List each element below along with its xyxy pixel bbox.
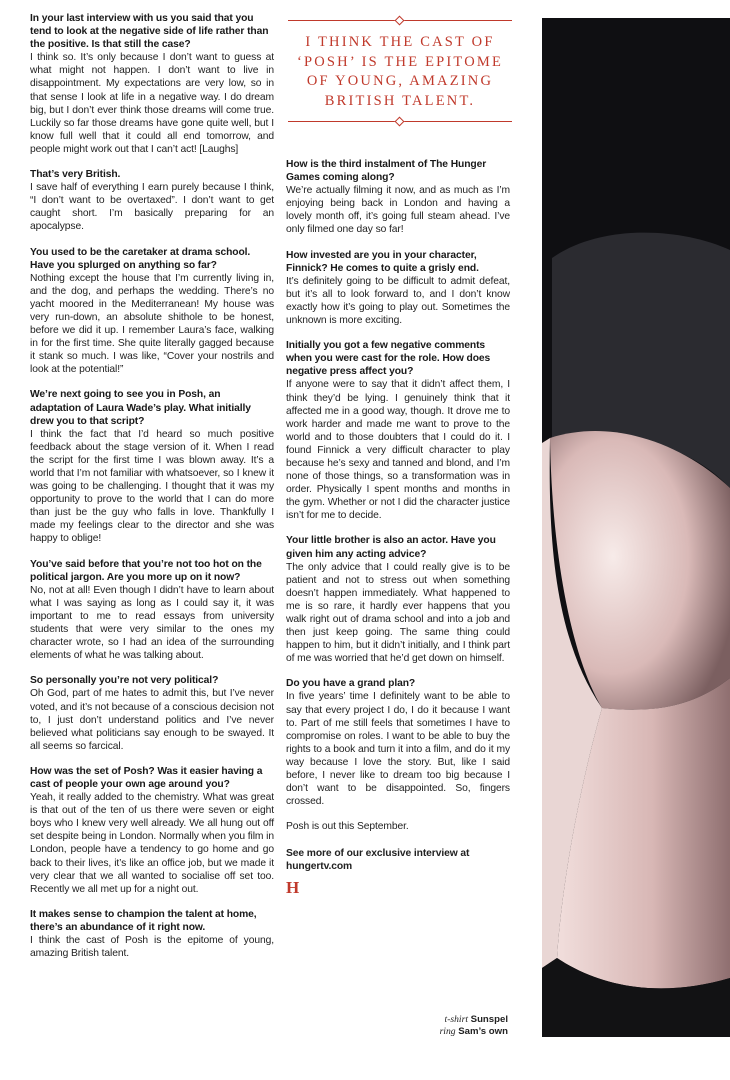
answer: I think the cast of Posh is the epitome of young, amazing British talent. (30, 935, 274, 960)
right-column (286, 158, 510, 898)
qa-block (30, 908, 274, 960)
left-column (30, 12, 274, 972)
credit-value: Sunspel (470, 1014, 508, 1025)
qa-block (286, 249, 510, 328)
credit-label: t-shirt (444, 1014, 468, 1025)
qa-block (30, 558, 274, 663)
qa-block (30, 12, 274, 156)
answer (30, 51, 274, 156)
answer: Nothing except the house that I’m currently living in, and the dog, and perhaps the wedding. There’s no yacht moored in the Mediterranean! My house was very run-down, an absolute shithole to be honest, before we did it up. I remember Laura’s face, walking in for the first time. She quite literally gagged because it stank so much. I was like, “Cover your nostrils and look at the potential!” (30, 272, 274, 376)
question: You’ve said before that you’re not too hot on the political jargon. Are you more up on it now? (30, 558, 262, 583)
qa-block (30, 168, 274, 233)
release-note: Posh is out this September. (286, 821, 409, 833)
qa-block (30, 246, 274, 377)
answer: If anyone were to say that it didn’t affect them, I think they’d be lying. I genuinely think that it affected me in a good way, though. It drove me to work harder and made me want to prove to the world and to those doubters that I could do it. I found Finnick a very difficult character to play because he’s sexy and tanned and blond, and I’m none of those things, so a transformation was in order. Physically I spent months and months in the gym. Whether or not I did the character justice isn’t for me to decide. (286, 379, 510, 522)
question: In your last interview with us you said that you tend to look at the negative side of life rather than the positive. Is that still the case? (30, 13, 269, 51)
question: How invested are you in your character, Finnick? He comes to quite a grisly end. (286, 249, 479, 274)
question: That’s very British. (30, 169, 121, 181)
answer: Yeah, it really added to the chemistry. What was great is that out of the ten of us there were seven or eight boys who I knew very well already. We all hung out off set despite being in London. Normally when you film in London, people have a tendency to go home and go back to their lives, it’s like an office job, but we made it very clear that we all wanted to socialise off set too. Recently we all met up for a night out. (30, 792, 274, 895)
question: It makes sense to champion the talent at home, there’s an abundance of it right now. (30, 908, 257, 933)
answer: The only advice that I could really give is to be patient and not to stress out when something doesn’t happen immediately. What happened to me is so rare, it hardly ever happens that you walk right out of drama school and into a job and then just keep going. The same thing could happen to him, but it didn’t initially, and I think part of me was worried that he’d get down on himself. (286, 561, 510, 665)
question: Initially you got a few negative comments when you were cast for the role. How does negative press affect you? (286, 340, 491, 378)
answer: No, not at all! Even though I didn’t have to learn about what I was saying as long as I could say it, it was important to me to read essays from university students that were very similar to the ones my character wrote, so I had an idea of the surrounding elements of what he was talking about. (30, 584, 274, 662)
answer: I think the fact that I’d heard so much positive feedback about the stage version of it. When I read the script for the first time I was blown away. It’s a world that I’m not familiar with whatsoever, so I knew it was going to be challenging. I thought that it was my opportunity to prove to the world that I can do more than just be the guy who falls in love. Thankfully I made my feelings clear to the director and she was happy to oblige! (30, 428, 274, 545)
answer: Oh God, part of me hates to admit this, but I’ve never voted, and it’s not because of a conscious decision not to, I just don’t understand politics and I’ve never believed what politicians say enough to be swayed. It all seems so farcical. (30, 688, 274, 752)
answer-text: I think so. It’s only because I don’t want to guess at what might not happen. I don’t want to live in disappointment. My expectations are very low, so in that sense I look at life in a negative way. I do dream big, but I don’t ever think those dreams will come true. Luckily so far those dreams have gone quite well, but I know full well that it could all end tomorrow, and people might work out that I can’t act! [Laughs] (30, 52, 274, 155)
diamond-ornament-icon (395, 117, 405, 127)
qa-block (286, 158, 510, 237)
answer: It’s definitely going to be difficult to admit defeat, but it’s all to look forward to, and I don’t know exactly how it’s going to play out. Sometimes the unknown is more exciting. (286, 275, 510, 327)
qa-block (30, 674, 274, 753)
top-divider (288, 16, 512, 25)
qa-block (286, 534, 510, 665)
question: How is the third instalment of The Hunger Games coming along? (286, 159, 487, 184)
answer: We’re actually filming it now, and as much as I’m enjoying being back in London and having a lovely month off, it’s going full steam ahead. I’ve only filmed one day so far! (286, 185, 510, 236)
question: So personally you’re not very political? (30, 675, 219, 687)
qa-block (30, 388, 274, 545)
question: How was the set of Posh? Was it easier having a cast of people your own age around you? (30, 765, 263, 790)
question: Your little brother is also an actor. Have you given him any acting advice? (286, 535, 496, 560)
credit-label: ring (439, 1026, 456, 1038)
qa-block (30, 765, 274, 896)
answer: I save half of everything I earn purely because I think, “I don’t want to be overtaxed”. I don’t want to get caught short. I’m basically preparing for an apocalypse. (30, 182, 274, 233)
question: You used to be the caretaker at drama school. Have you splurged on anything so far? (30, 246, 251, 271)
question: We’re next going to see you in Posh, an adaptation of Laura Wade’s play. What initially drew you to that script? (30, 389, 251, 427)
qa-block (286, 677, 510, 808)
website-note: See more of our exclusive interview at hungertv.com (286, 848, 470, 873)
arm-photo (542, 18, 730, 1037)
diamond-ornament-icon (395, 16, 405, 26)
credit-value: Sam’s own (458, 1026, 508, 1038)
photo-credits (420, 1014, 508, 1039)
pull-quote (288, 16, 512, 126)
bottom-divider (288, 117, 512, 126)
photo-graphic (542, 18, 730, 1037)
pull-quote-text: I THINK THE CAST OF ‘POSH’ IS THE EPITOME OF YOUNG, AMAZING BRITISH TALENT. (296, 34, 504, 109)
question: Do you have a grand plan? (286, 678, 416, 690)
qa-block (286, 339, 510, 522)
magazine-logo-mark: H (286, 878, 300, 898)
answer: In five years’ time I definitely want to be able to say that every project I do, I do it because I want to. Part of me still feels that sometimes I have to compromise on roles. I want to be able to buy the rights to a book and turn it into a film, and do it my way because I love the story. But, like I said before, I never like to dream too big because I don’t want to be disappointed. So, fingers crossed. (286, 691, 510, 808)
